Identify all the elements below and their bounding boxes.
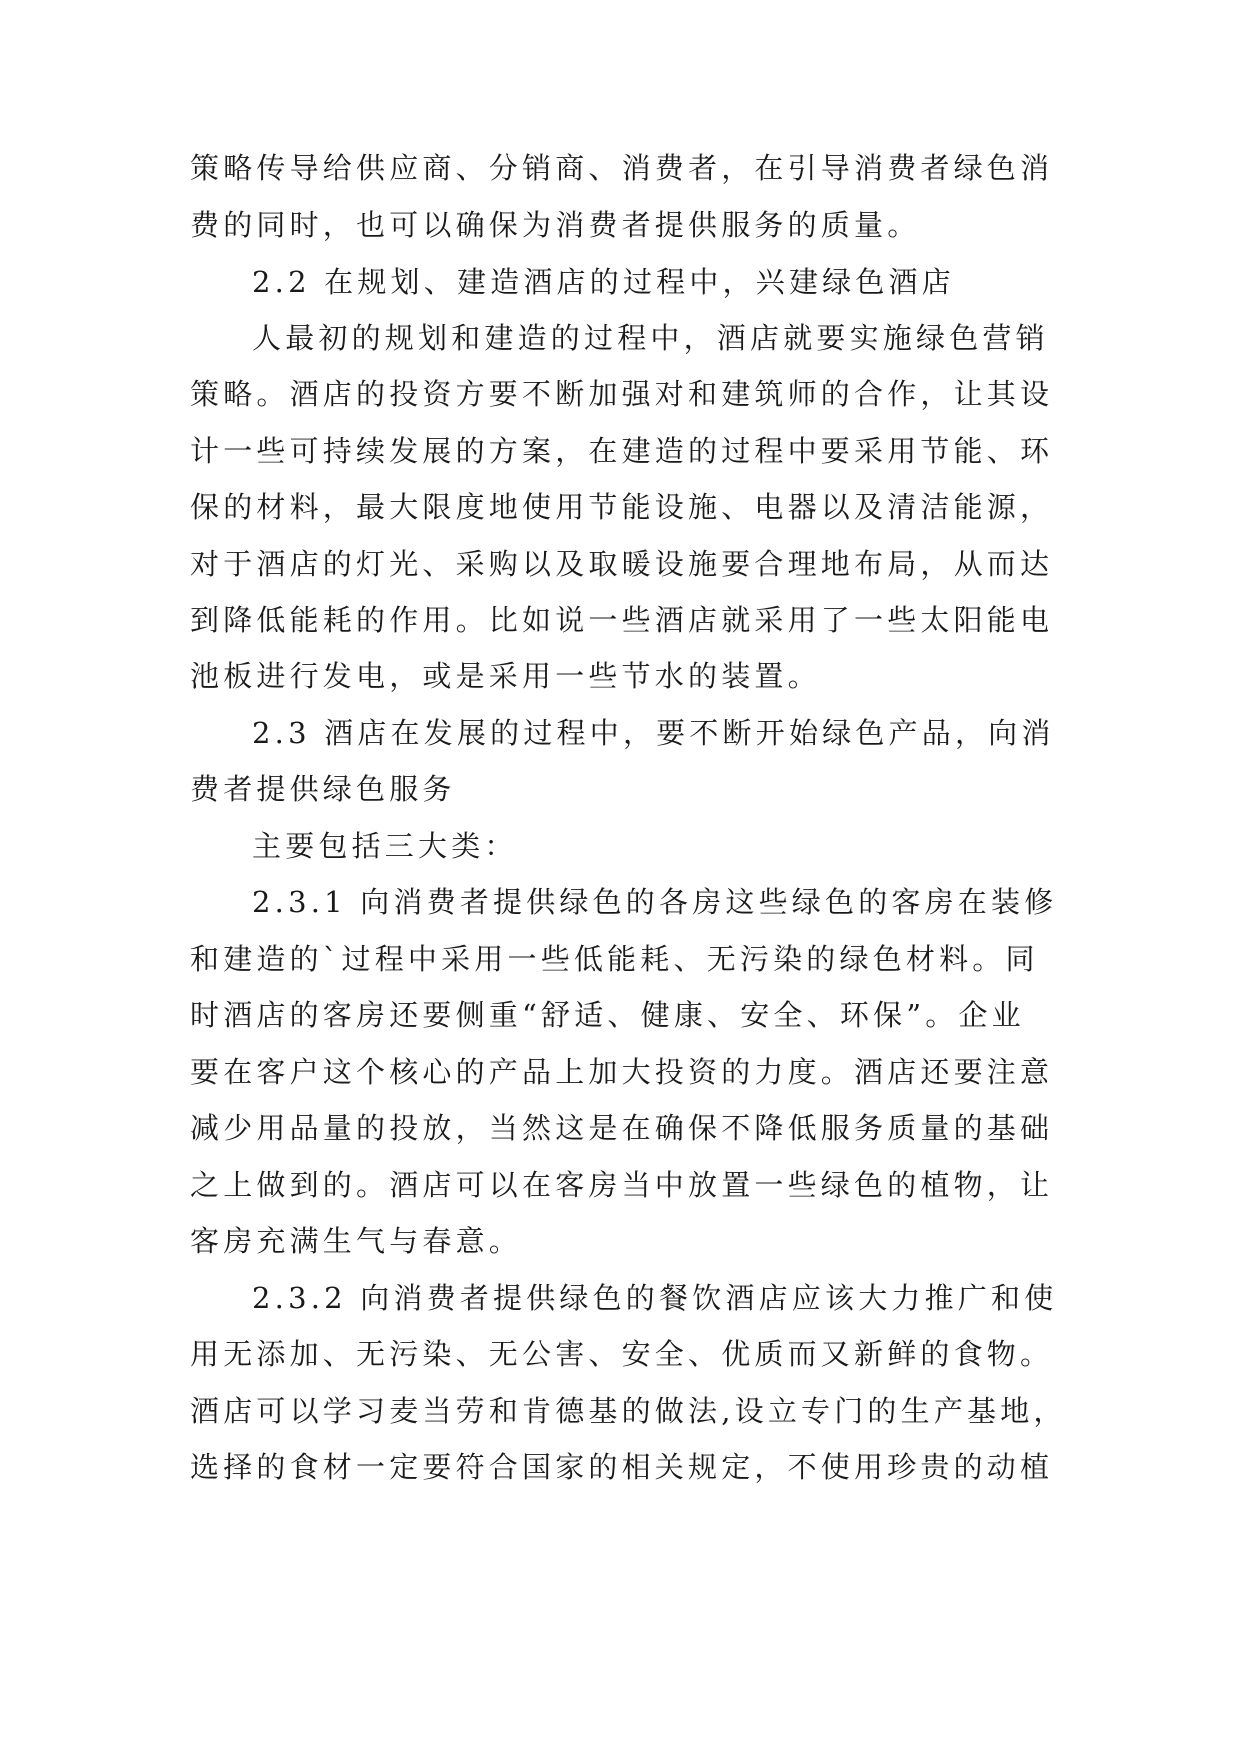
text-line: 保的材料，最大限度地使用节能设施、电器以及清洁能源， — [190, 490, 1054, 524]
text-line: 策略传导给供应商、分销商、消费者，在引导消费者绿色消 — [190, 151, 1054, 185]
text-line: 策略。酒店的投资方要不断加强对和建筑师的合作，让其设 — [190, 377, 1054, 411]
text-line: 要在客户这个核心的产品上加大投资的力度。酒店还要注意 — [190, 1055, 1054, 1089]
text-line: 之上做到的。酒店可以在客房当中放置一些绿色的植物，让 — [190, 1168, 1054, 1202]
text-line: 费的同时，也可以确保为消费者提供服务的质量。 — [190, 208, 921, 242]
subsection-heading: 2.3.1 向消费者提供绿色的各房这些绿色的客房在装修 — [252, 885, 1058, 919]
section-heading: 2.3 酒店在发展的过程中，要不断开始绿色产品，向消 — [252, 716, 1055, 750]
text-line: 人最初的规划和建造的过程中，酒店就要实施绿色营销 — [252, 321, 1049, 355]
text-line: 客房充满生气与春意。 — [190, 1224, 523, 1258]
text-line: 计一些可持续发展的方案，在建造的过程中要采用节能、环 — [190, 434, 1054, 468]
text-line: 主要包括三大类： — [252, 829, 518, 863]
text-line: 和建造的`过程中采用一些低能耗、无污染的绿色材料。同 — [190, 942, 1039, 976]
text-line: 池板进行发电，或是采用一些节水的装置。 — [190, 659, 821, 693]
subsection-heading: 2.3.2 向消费者提供绿色的餐饮酒店应该大力推广和使 — [252, 1281, 1058, 1315]
section-heading: 2.2 在规划、建造酒店的过程中，兴建绿色酒店 — [252, 265, 955, 299]
text-line: 时酒店的客房还要侧重“舒适、健康、安全、环保”。企业 — [190, 998, 1025, 1032]
text-line: 选择的食材一定要符合国家的相关规定，不使用珍贵的动植 — [190, 1450, 1054, 1484]
section-heading-cont: 费者提供绿色服务 — [190, 772, 456, 806]
text-line: 对于酒店的灯光、采购以及取暖设施要合理地布局，从而达 — [190, 547, 1054, 581]
text-line: 减少用品量的投放，当然这是在确保不降低服务质量的基础 — [190, 1111, 1054, 1145]
text-line: 到降低能耗的作用。比如说一些酒店就采用了一些太阳能电 — [190, 603, 1054, 637]
text-line: 酒店可以学习麦当劳和肯德基的做法,设立专门的生产基地， — [190, 1394, 1067, 1428]
text-line: 用无添加、无污染、无公害、安全、优质而又新鲜的食物。 — [190, 1337, 1054, 1371]
